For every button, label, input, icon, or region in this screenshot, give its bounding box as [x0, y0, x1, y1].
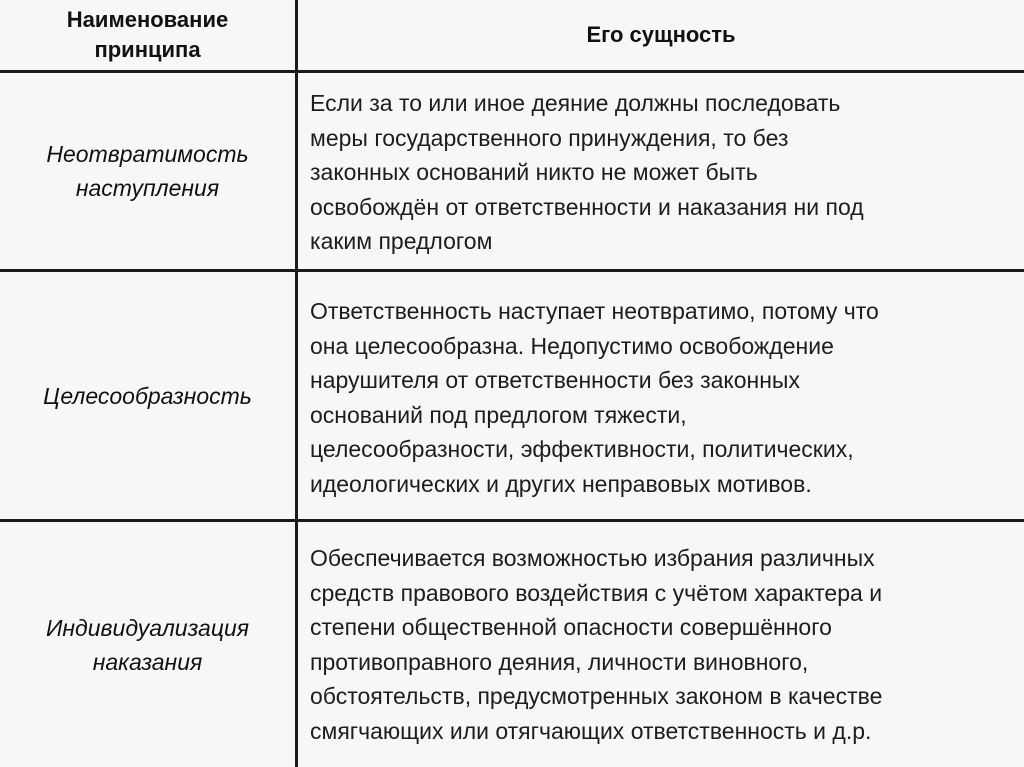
row-1-principle-name: Неотвратимость наступления [46, 141, 249, 201]
row-2-essence: Ответственность наступает неотвратимо, потому что она целесообразна. Недопустимо освобождение нарушителя от ответственности без законных оснований под предлогом тяжести, целесообразности, эффективности, политических, идеологических и других неправовых мотивов. [310, 298, 879, 497]
row-3-essence: Обеспечивается возможностью избрания различных средств правового воздействия с учётом характера и степени общественной опасности совершённого противоправного деяния, личности виновного, обстоятельств, предусмотренных законом в качестве смягчающих или отягчающих ответственность и д.р. [310, 545, 883, 744]
row-1-essence: Если за то или иное деяние должны последовать меры государственного принуждения, то без законных оснований никто не может быть освобождён от ответственности и наказания ни под каким предлогом [310, 90, 864, 254]
row-2-principle-name: Целесообразность [43, 382, 252, 409]
header-essence: Его сущность [586, 22, 736, 47]
header-principle-name: Наименование принципа [66, 7, 229, 62]
row-3-principle-name: Индивидуализация наказания [45, 614, 250, 675]
